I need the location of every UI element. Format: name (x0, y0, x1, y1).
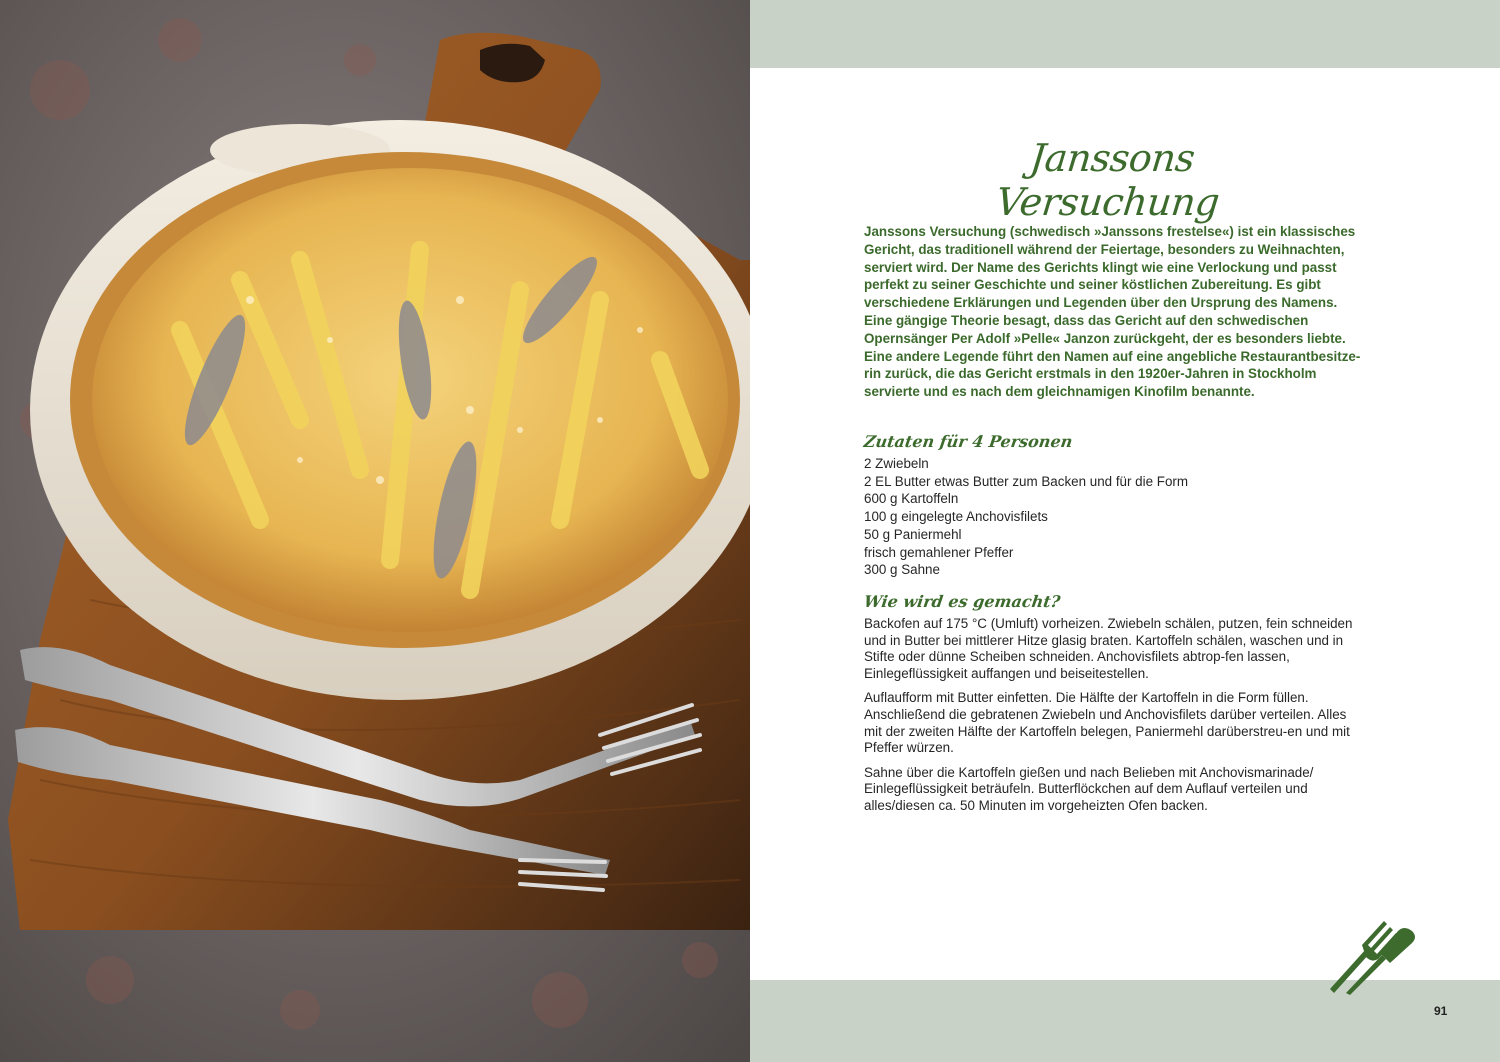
ingredient-item: 300 g Sahne (864, 562, 940, 578)
ingredient-item: 50 g Paniermehl (864, 526, 962, 542)
ingredient-item: 600 g Kartoffeln (864, 491, 959, 507)
method-step: Sahne über die Kartoffeln gießen und nach Belieben mit Anchovismarinade/ Einlegeflüssigkeit beträufeln. Butterflöckchen auf dem Auflauf verteilen und alles/diesen ca. 50 Minuten im vorgeheizten Ofen backen. (864, 764, 1314, 813)
method-step: Auflaufform mit Butter einfetten. Die Hälfte der Kartoffeln in die Form füllen. Anschließend die gebratenen Zwiebeln und Anchovisfilets darüber verteilen. Alles mit der zweiten Hälfte der Kartoffeln belegen, Paniermehl darüberstreu-en und mit Pfeffer würzen. (864, 690, 1350, 756)
recipe-title: Janssons Versuchung (994, 136, 1222, 224)
intro-paragraph: Janssons Versuchung (schwedisch »Janssons frestelse«) ist ein klassisches Gericht, das traditionell während der Feiertage, besonders zu Weihnachten, serviert wird. Der Name des Gerichts klingt wie eine Verlockung und passt perfekt zu seiner Geschichte und seiner köstlichen Zubereitung. Es gibt verschiedene Erklärungen und Legenden über den Ursprung des Namens. Eine gängige Theorie besagt, dass das Gericht auf den schwedischen Opernsänger Per Adolf »Pelle« Janzon zurückgeht, der es besonders liebte. Eine andere Legende führt den Namen auf eine angebliche Restaurantbesitze-rin zurück, die das Gericht erstmals in den 1920er-Jahren in Stockholm servierte und es nach dem gleichnamigen Kinofilm benannte. (864, 224, 1361, 400)
method-steps (864, 616, 1364, 823)
page-number: 91 (1434, 1004, 1448, 1018)
cutlery-icon (1326, 915, 1418, 995)
ingredients-heading: Zutaten für 4 Personen (862, 432, 1074, 451)
ingredient-item: 2 EL Butter etwas Butter zum Backen und für die Form (864, 473, 1189, 489)
method-heading: Wie wird es gemacht? (862, 592, 1062, 611)
method-step: Backofen auf 175 °C (Umluft) vorheizen. Zwiebeln schälen, putzen, fein schneiden und in Butter bei mittlerer Hitze glasig braten. Kartoffeln schälen, waschen und in Stifte oder dünne Scheiben schneiden. Anchovisfilets abtrop-fen lassen, Einlegeflüssigkeit auffangen und beiseitestellen. (864, 616, 1353, 681)
recipe-page (750, 0, 1500, 1062)
ingredients-list (864, 455, 1188, 579)
ingredient-item: 100 g eingelegte Anchovisfilets (864, 509, 1048, 525)
ingredient-item: 2 Zwiebeln (864, 456, 929, 471)
ingredient-item: frisch gemahlener Pfeffer (864, 544, 1014, 560)
header-band (750, 0, 1500, 68)
